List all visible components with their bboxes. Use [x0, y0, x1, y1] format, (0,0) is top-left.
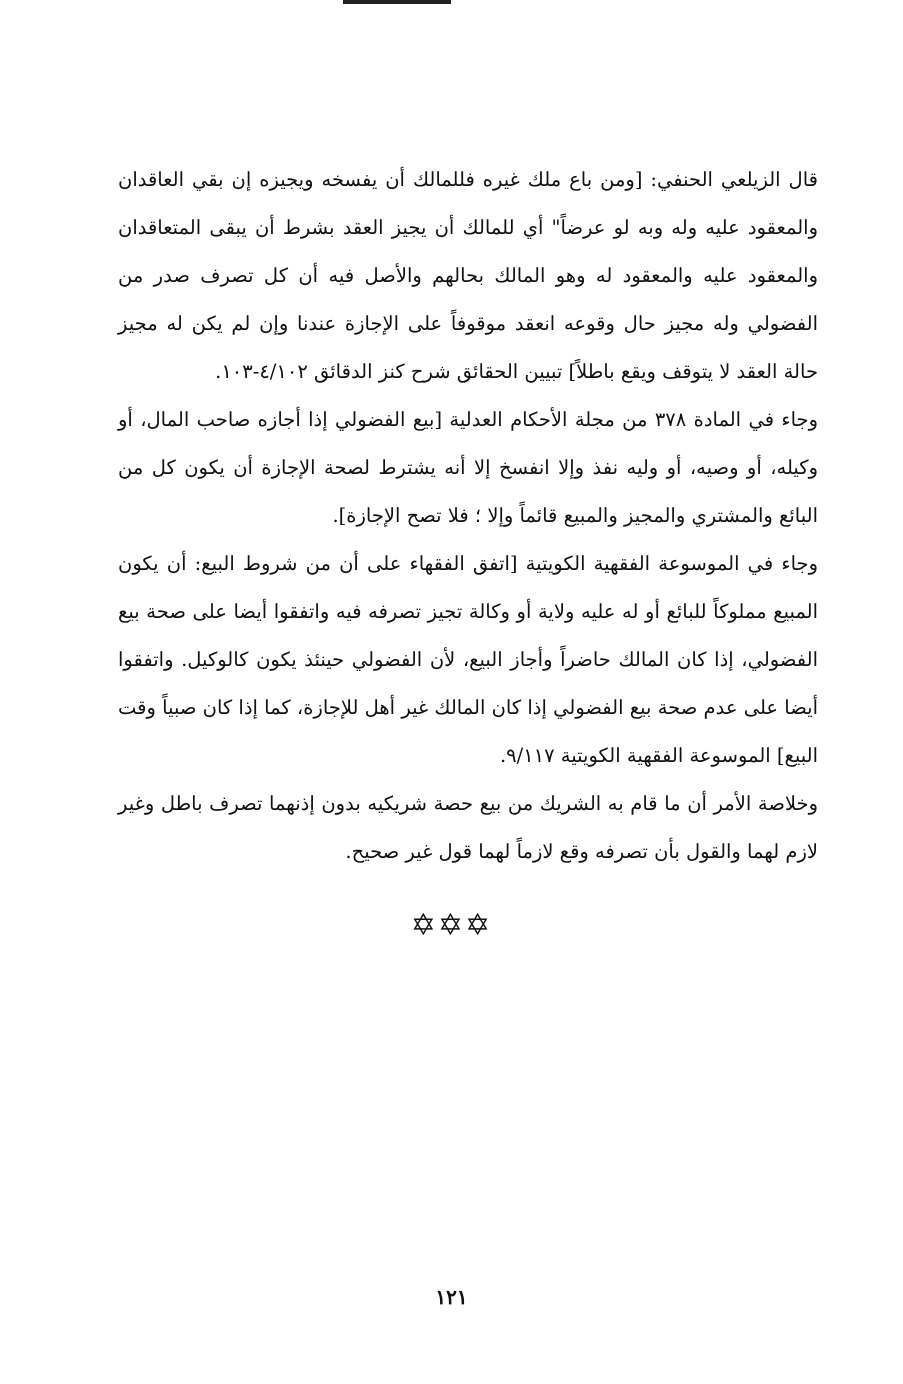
- paragraph-kuwaiti-encyclopedia: وجاء في الموسوعة الفقهية الكويتية [اتفق الفقهاء على أن من شروط البيع: أن يكون المبيع مملوكاً للبائع أو له عليه ولاية أو وكالة تجيز تصرفه فيه واتفقوا أيضا على صحة بيع الفضولي، إذا كان المالك حاضراً وأجاز البيع، لأن الفضولي حينئذ يكون كالوكيل. واتفقوا أيضا على عدم صحة بيع الفضولي إذا كان المالك غير أهل للإجازة، كما إذا كان صبياً وقت البيع] الموسوعة الفقهية الكويتية ٩/١١٧.: [118, 552, 818, 767]
- paragraph-zaylai-quote: قال الزيلعي الحنفي: [ومن باع ملك غيره فللمالك أن يفسخه ويجيزه إن بقي العاقدان والمعقود عليه وله وبه لو عرضاً" أي للمالك أن يجيز العقد بشرط أن يبقى المتعاقدان والمعقود عليه والمعقود له وهو المالك بحالهم والأصل فيه أن كل تصرف صدر من الفضولي وله مجيز حال وقوعه انعقد موقوفاً على الإجازة عندنا وإن لم يكن له مجيز حالة العقد لا يتوقف ويقع باطلاً] تبيين الحقائق شرح كنز الدقائق ٤/١٠٢-١٠٣.: [118, 168, 818, 383]
- paragraph-majalla-article: وجاء في المادة ٣٧٨ من مجلة الأحكام العدلية [بيع الفضولي إذا أجازه صاحب المال، أو وكيله، أو وصيه، أو وليه نفذ وإلا انفسخ إلا أنه يشترط لصحة الإجازة أن يكون كل من البائع والمشتري والمجيز والمبيع قائماً وإلا ؛ فلا تصح الإجازة].: [118, 408, 818, 527]
- top-rule: [343, 0, 451, 4]
- body-text: [118, 156, 818, 876]
- section-end-ornament-icon: ✡✡✡: [410, 908, 493, 943]
- paragraph-conclusion: وخلاصة الأمر أن ما قام به الشريك من بيع حصة شريكيه بدون إذنهما تصرف باطل وغير لازم لهما والقول بأن تصرفه وقع لازماً لهما قول غير صحيح.: [118, 792, 818, 863]
- page-number: ١٢١: [435, 1285, 468, 1309]
